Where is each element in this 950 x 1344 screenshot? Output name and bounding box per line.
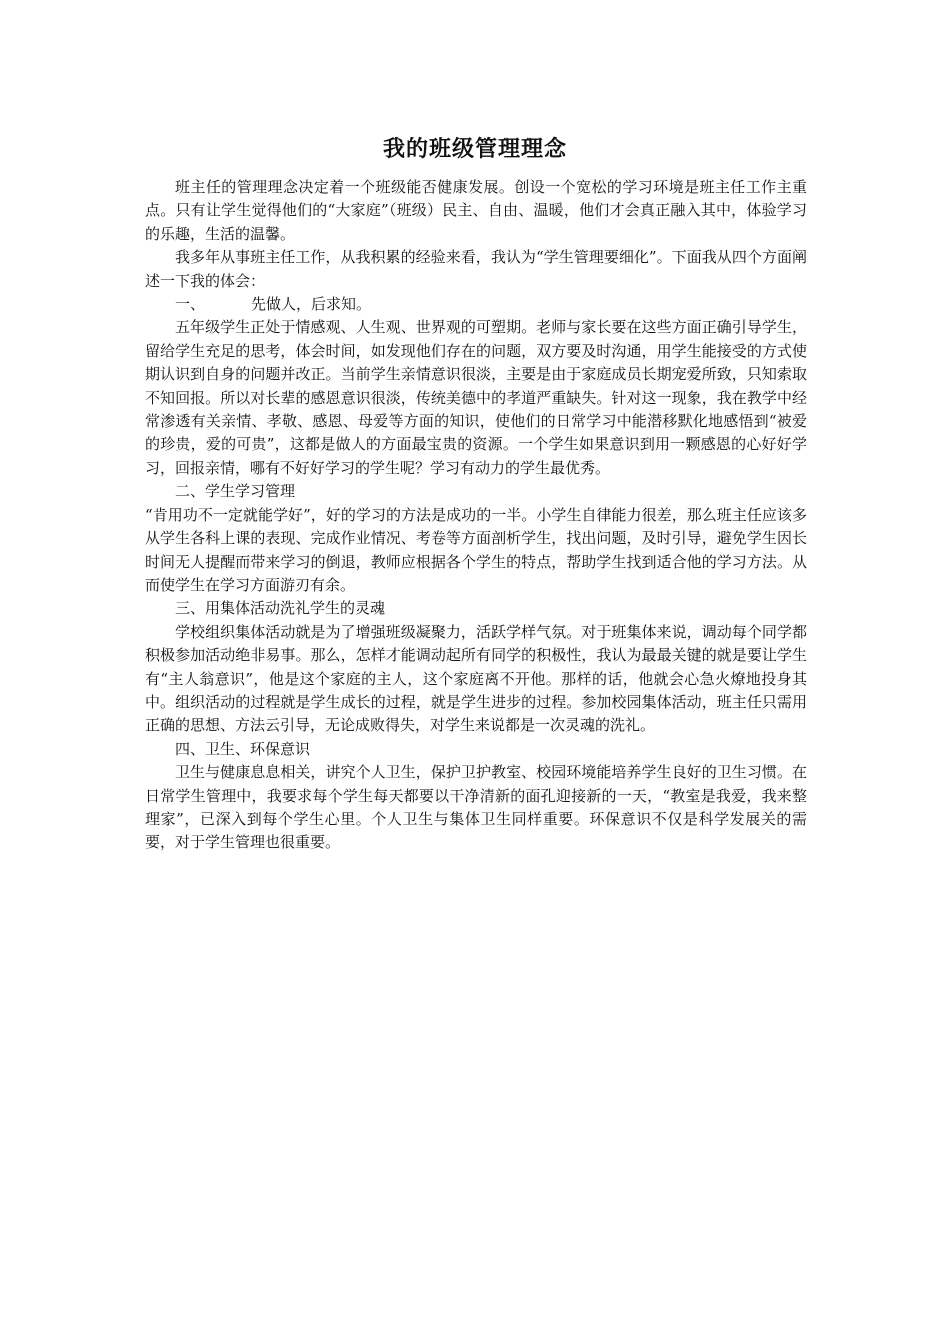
section-1-title: 先做人，后求知。 [251, 295, 372, 314]
section-2-body: “肯用功不一定就能学好”，好的学习的方法是成功的一半。小学生自律能力很差，那么班主任应该多从学生各科上课的表现、完成作业情况、考卷等方面剖析学生，找出问题，及时引导，避免学生因长时间无人提醒而带来学习的倒退，教师应根据各个学生的特点，帮助学生找到适合他的学习方法。从而使学生在学习方面游刃有余。 [145, 505, 807, 594]
section-3-body: 学校组织集体活动就是为了增强班级凝聚力，活跃学样气氛。对于班集体来说，调动每个同学都积极参加活动绝非易事。那么，怎样才能调动起所有同学的积极性，我认为最最关键的就是要让学生有“主人翁意识”，他是这个家庭的主人，这个家庭离不开他。那样的话，他就会心急火燎地投身其中。组织活动的过程就是学生成长的过程，就是学生进步的过程。参加校园集体活动，班主任只需用正确的思想、方法云引导，无论成败得失，对学生来说都是一次灵魂的洗礼。 [145, 622, 807, 735]
intro-paragraph-1: 班主任的管理理念决定着一个班级能否健康发展。创设一个宽松的学习环境是班主任工作主重点。只有让学生觉得他们的“大家庭”（班级）民主、自由、温暖，他们才会真正融入其中，体验学习的乐趣，生活的温馨。 [145, 178, 807, 243]
intro-paragraph-2: 我多年从事班主任工作，从我积累的经验来看，我认为“学生管理要细化”。下面我从四个方面阐述一下我的体会： [145, 248, 807, 290]
document-title: 我的班级管理理念 [382, 136, 567, 162]
document-body [145, 176, 807, 855]
section-1-heading [145, 293, 807, 316]
section-4-body: 卫生与健康息息相关，讲究个人卫生，保护卫护教室、校园环境能培养学生良好的卫生习惯。在日常学生管理中，我要求每个学生每天都要以干净清新的面孔迎接新的一天，“教室是我爱，我来整理家”，已深入到每个学生心里。个人卫生与集体卫生同样重要。环保意识不仅是科学发展关的需要，对于学生管理也很重要。 [145, 763, 807, 852]
section-1-body: 五年级学生正处于情感观、人生观、世界观的可塑期。老师与家长要在这些方面正确引导学生，留给学生充足的思考，体会时间，如发现他们存在的问题，双方要及时沟通，用学生能接受的方式使期认识到自身的问题并改正。当前学生亲情意识很淡，主要是由于家庭成员长期宠爱所致，只知索取不知回报。所以对长辈的感恩意识很淡，传统美德中的孝道严重缺失。针对这一现象，我在教学中经常渗透有关亲情、孝敬、感恩、母爱等方面的知识，使他们的日常学习中能潜移默化地感悟到“被爱的珍贵，爱的可贵”，这都是做人的方面最宝贵的资源。一个学生如果意识到用一颗感恩的心好好学习，回报亲情，哪有不好好学习的学生呢？学习有动力的学生最优秀。 [145, 318, 807, 477]
section-4-heading: 四、卫生、环保意识 [175, 739, 311, 758]
section-2-heading: 二、学生学习管理 [175, 482, 296, 501]
section-1-number: 一、 [175, 295, 206, 314]
section-3-heading: 三、用集体活动洗礼学生的灵魂 [175, 599, 386, 618]
